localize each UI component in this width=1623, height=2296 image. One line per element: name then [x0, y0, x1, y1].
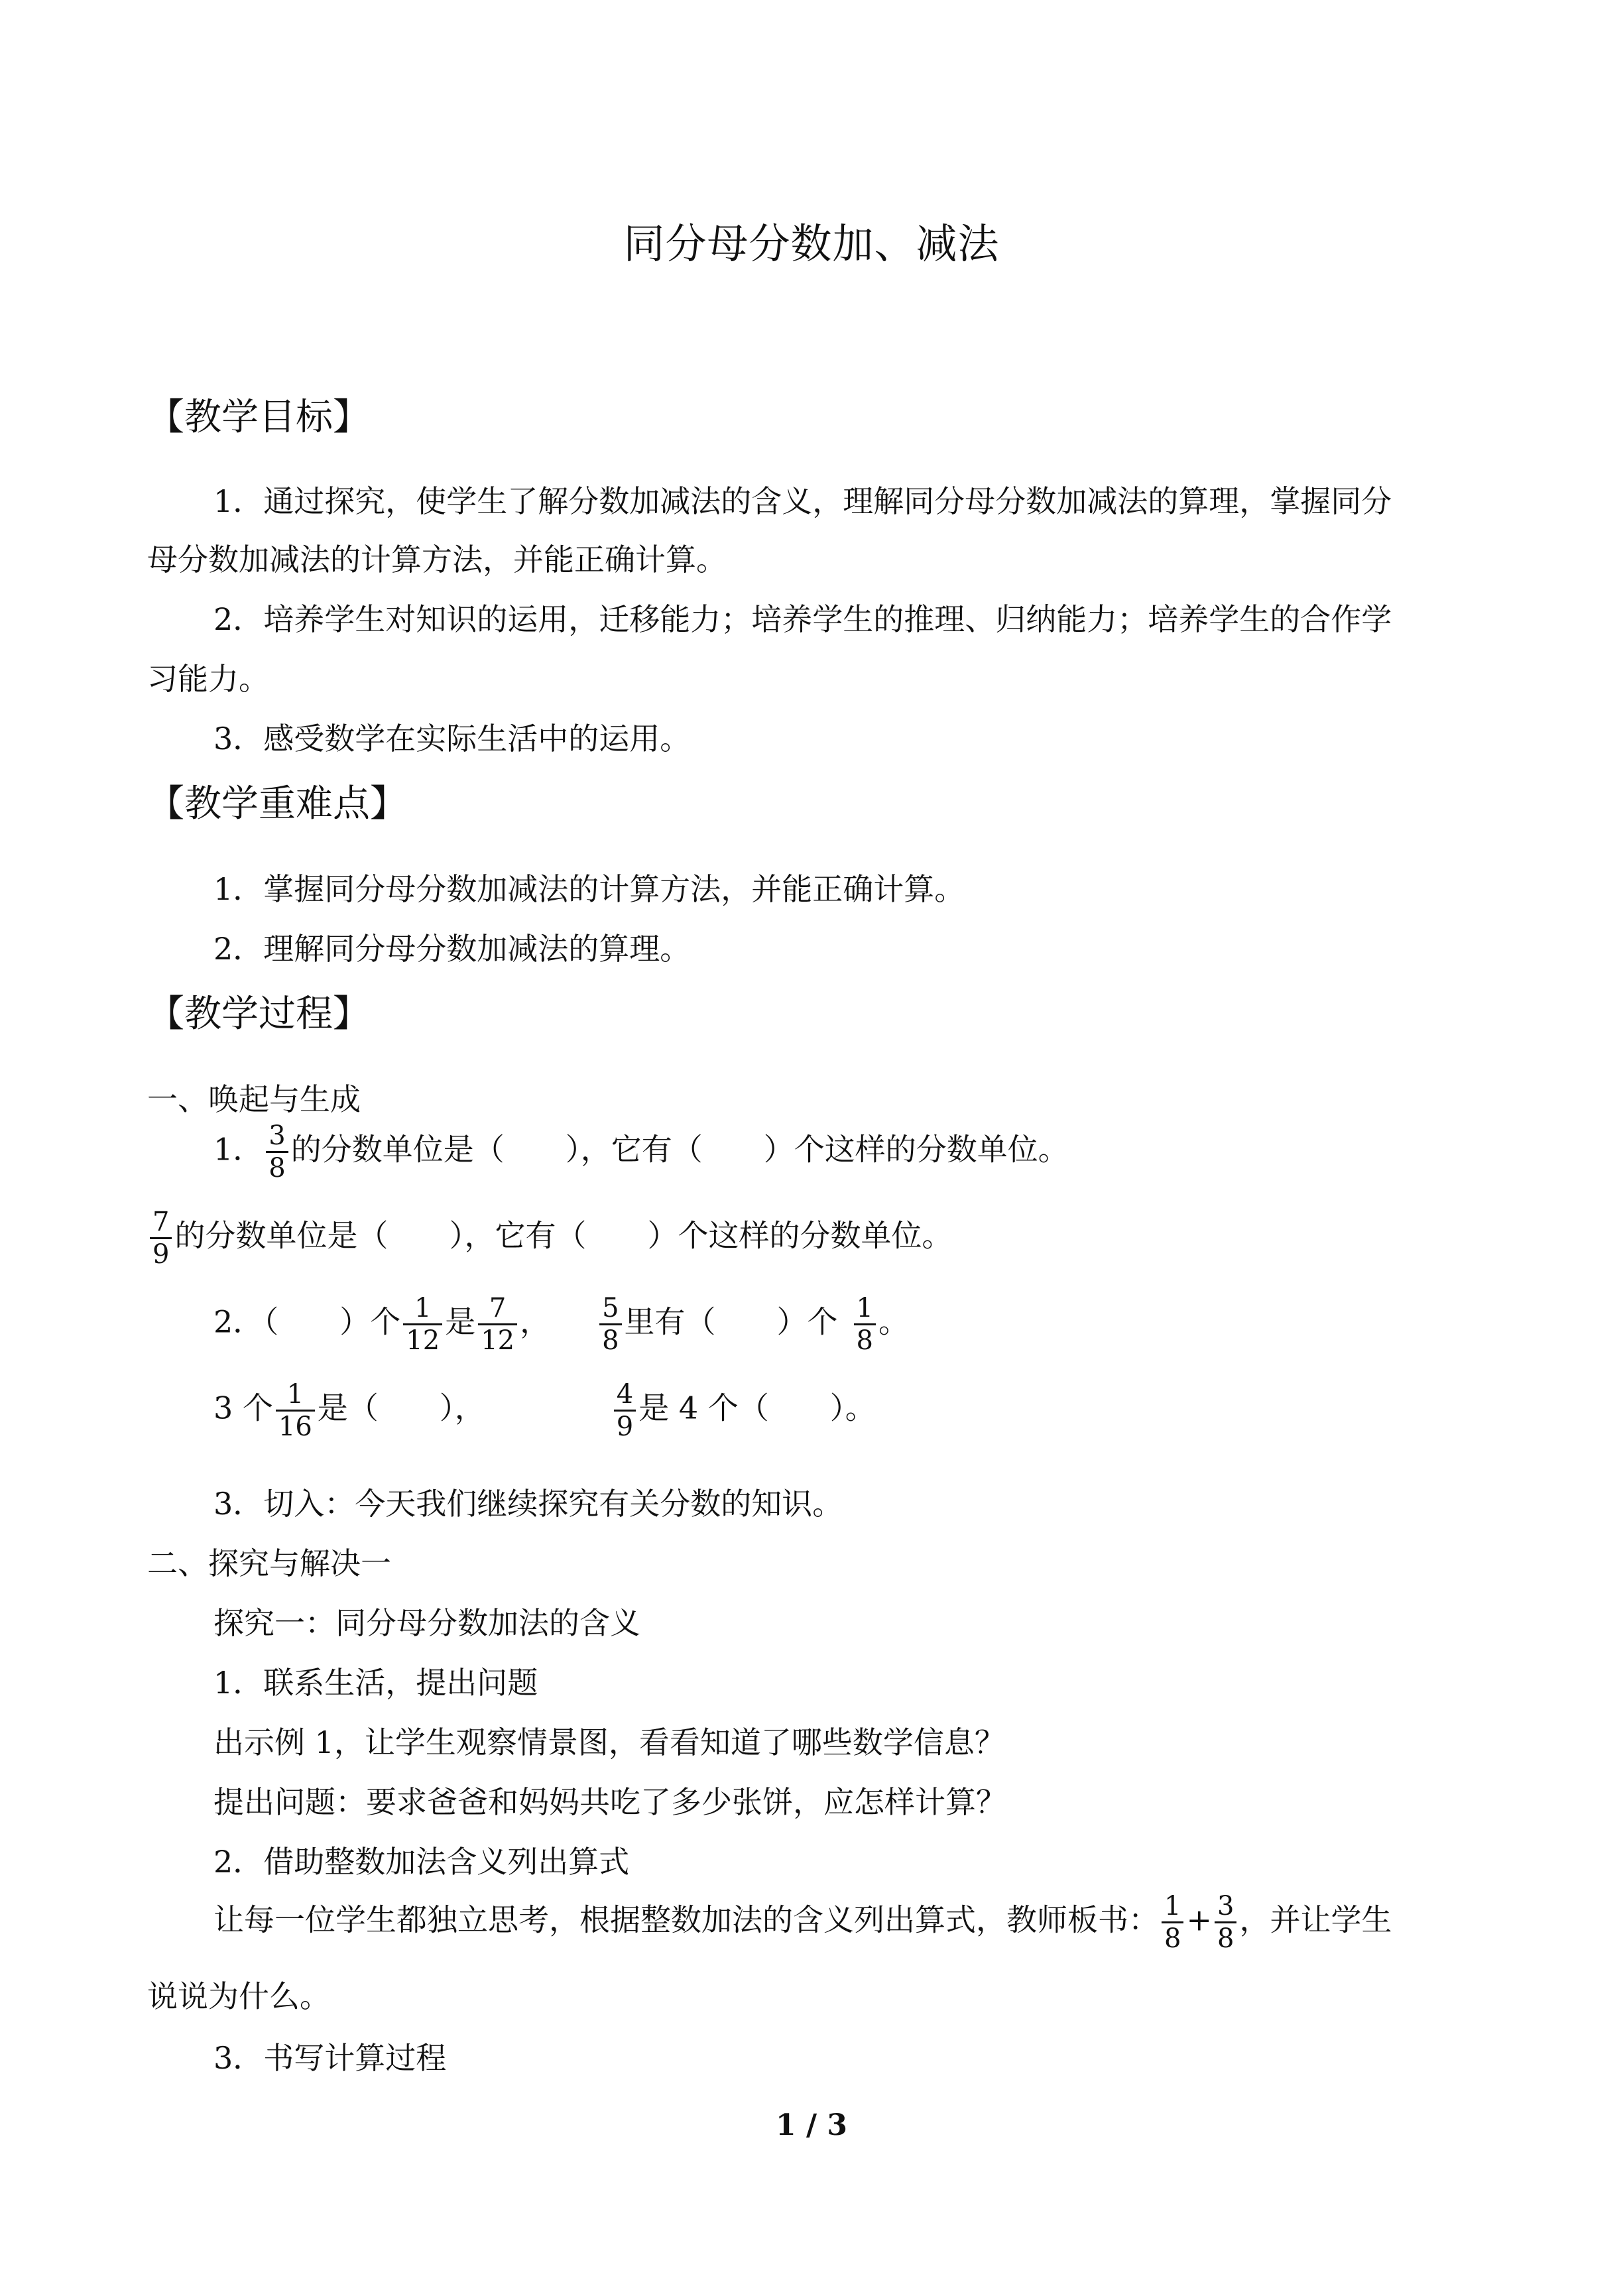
objective-2-line-2: 习能力。 — [147, 661, 269, 697]
fraction: $\frac{4}{9}$ — [614, 1379, 636, 1442]
cut-in-line: 3．切入：今天我们继续探究有关分数的知识。 — [213, 1486, 843, 1522]
section-heading-objectives: 【教学目标】 — [147, 396, 370, 439]
exercise-1-line-1 — [213, 1120, 1069, 1183]
fraction: $\frac{1}{8}$ — [854, 1293, 876, 1356]
think-text: 让每一位学生都独立思考，根据整数加法的含义列出算式，教师板书： — [213, 1902, 1159, 1938]
show-example-line: 出示例 1，让学生观察情景图，看看知道了哪些数学信息？ — [213, 1724, 1005, 1760]
step-3: 3．书写计算过程 — [213, 2040, 447, 2076]
fraction: $\frac{1}{16}$ — [276, 1379, 315, 1442]
think-line-2: 说说为什么。 — [147, 1978, 330, 2014]
exercise-text: 的分数单位是（ ），它有（ ）个这样的分数单位。 — [290, 1131, 1069, 1168]
key-point-2: 2．理解同分母分数加减法的算理。 — [213, 931, 691, 967]
page-number: 1 / 3 — [776, 2108, 847, 2142]
exercise-number: 1． — [213, 1131, 264, 1168]
fraction: $\frac{3}{8}$ — [1215, 1891, 1236, 1954]
question-line: 提出问题：要求爸爸和妈妈共吃了多少张饼，应怎样计算？ — [213, 1784, 1006, 1820]
fraction: $\frac{1}{12}$ — [403, 1293, 442, 1356]
objective-1-line-1: 1．通过探究，使学生了解分数加减法的含义，理解同分母分数加减法的算理，掌握同分 — [213, 483, 1392, 519]
objective-3: 3．感受数学在实际生活中的运用。 — [213, 721, 691, 756]
section-heading-key-points: 【教学重难点】 — [147, 782, 407, 825]
exercise-text: 是 4 个（ ）。 — [638, 1390, 876, 1426]
exercise-text: 。 — [878, 1303, 909, 1340]
exercise-text: 是 — [445, 1303, 476, 1340]
exercise-2-line-1 — [213, 1293, 909, 1356]
part-2-heading: 二、探究与解决一 — [147, 1545, 391, 1581]
objective-2-line-1: 2．培养学生对知识的运用，迁移能力；培养学生的推理、归纳能力；培养学生的合作学 — [213, 601, 1392, 637]
section-heading-process: 【教学过程】 — [147, 993, 370, 1036]
exercise-2-line-2 — [213, 1379, 876, 1442]
think-text: ，并让学生 — [1239, 1902, 1392, 1938]
part-1-heading: 一、唤起与生成 — [147, 1081, 361, 1117]
exercise-text: 里有（ ）个 — [624, 1303, 838, 1340]
exercise-text: 2．（ ）个 — [213, 1303, 401, 1340]
exercise-text: 的分数单位是（ ），它有（ ）个这样的分数单位。 — [174, 1217, 953, 1254]
think-line — [213, 1891, 1392, 1954]
exercise-text: ， — [520, 1303, 551, 1340]
step-1: 1．联系生活，提出问题 — [213, 1665, 538, 1701]
fraction: $\frac{5}{8}$ — [599, 1293, 621, 1356]
exercise-1-line-2 — [147, 1207, 952, 1270]
plus-sign: + — [1186, 1902, 1212, 1938]
exercise-text: 3 个 — [213, 1390, 273, 1426]
objective-1-line-2: 母分数加减法的计算方法，并能正确计算。 — [147, 542, 727, 577]
explore-1-title: 探究一：同分母分数加法的含义 — [213, 1605, 640, 1641]
step-2: 2．借助整数加法含义列出算式 — [213, 1844, 630, 1880]
key-point-1: 1．掌握同分母分数加减法的计算方法，并能正确计算。 — [213, 871, 965, 907]
fraction: $\frac{3}{8}$ — [266, 1120, 288, 1183]
fraction: $\frac{1}{8}$ — [1162, 1891, 1183, 1954]
exercise-text: 是（ ）， — [317, 1390, 485, 1426]
fraction: $\frac{7}{9}$ — [150, 1207, 172, 1270]
fraction: $\frac{7}{12}$ — [478, 1293, 517, 1356]
document-title: 同分母分数加、减法 — [623, 219, 1000, 268]
